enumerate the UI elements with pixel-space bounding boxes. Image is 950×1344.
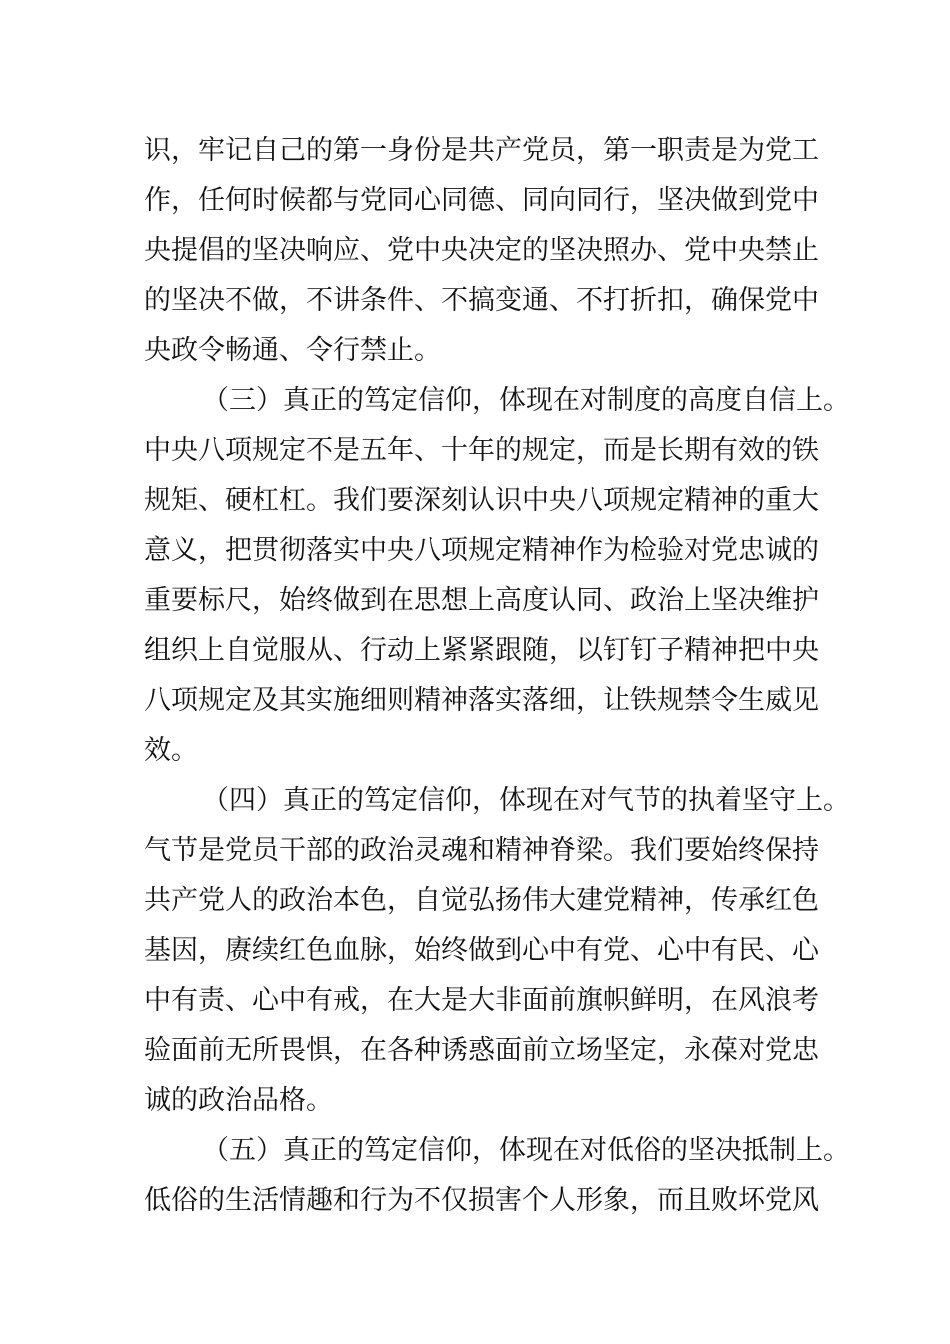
text-line: 中央八项规定不是五年、十年的规定，而是长期有效的铁	[144, 435, 819, 466]
text-line: 央提倡的坚决响应、党中央决定的坚决照办、党中央禁止	[144, 235, 819, 266]
text-line: 识，牢记自己的第一身份是共产党员，第一职责是为党工	[144, 135, 819, 166]
section-heading-5: （五）真正的笃定信仰，体现在对低俗的坚决抵制上。	[202, 1135, 850, 1166]
section-heading-3: （三）真正的笃定信仰，体现在对制度的高度自信上。	[202, 385, 850, 416]
text-line: 重要标尺，始终做到在思想上高度认同、政治上坚决维护	[144, 585, 819, 616]
text-line: 组织上自觉服从、行动上紧紧跟随，以钉钉子精神把中央	[144, 635, 819, 666]
text-line: 作，任何时候都与党同心同德、同向同行，坚决做到党中	[144, 185, 819, 216]
text-line: 气节是党员干部的政治灵魂和精神脊梁。我们要始终保持	[144, 835, 819, 866]
text-line: 八项规定及其实施细则精神落实落细，让铁规禁令生威见	[144, 685, 819, 716]
text-line: 共产党人的政治本色，自觉弘扬伟大建党精神，传承红色	[144, 885, 819, 916]
text-line: 验面前无所畏惧，在各种诱惑面前立场坚定，永葆对党忠	[144, 1035, 819, 1066]
text-line: 央政令畅通、令行禁止。	[144, 335, 441, 366]
text-line: 中有责、心中有戒，在大是大非面前旗帜鲜明，在风浪考	[144, 985, 819, 1016]
text-line: 诚的政治品格。	[144, 1085, 333, 1116]
text-line: 效。	[144, 735, 198, 766]
text-line: 的坚决不做，不讲条件、不搞变通、不打折扣，确保党中	[144, 285, 819, 316]
section-heading-4: （四）真正的笃定信仰，体现在对气节的执着坚守上。	[202, 785, 850, 816]
body-text	[144, 126, 850, 1226]
text-line: 基因，赓续红色血脉，始终做到心中有党、心中有民、心	[144, 935, 819, 966]
text-line: 意义，把贯彻落实中央八项规定精神作为检验对党忠诚的	[144, 535, 819, 566]
text-line: 规矩、硬杠杠。我们要深刻认识中央八项规定精神的重大	[144, 485, 819, 516]
text-line: 低俗的生活情趣和行为不仅损害个人形象，而且败坏党风	[144, 1185, 819, 1216]
